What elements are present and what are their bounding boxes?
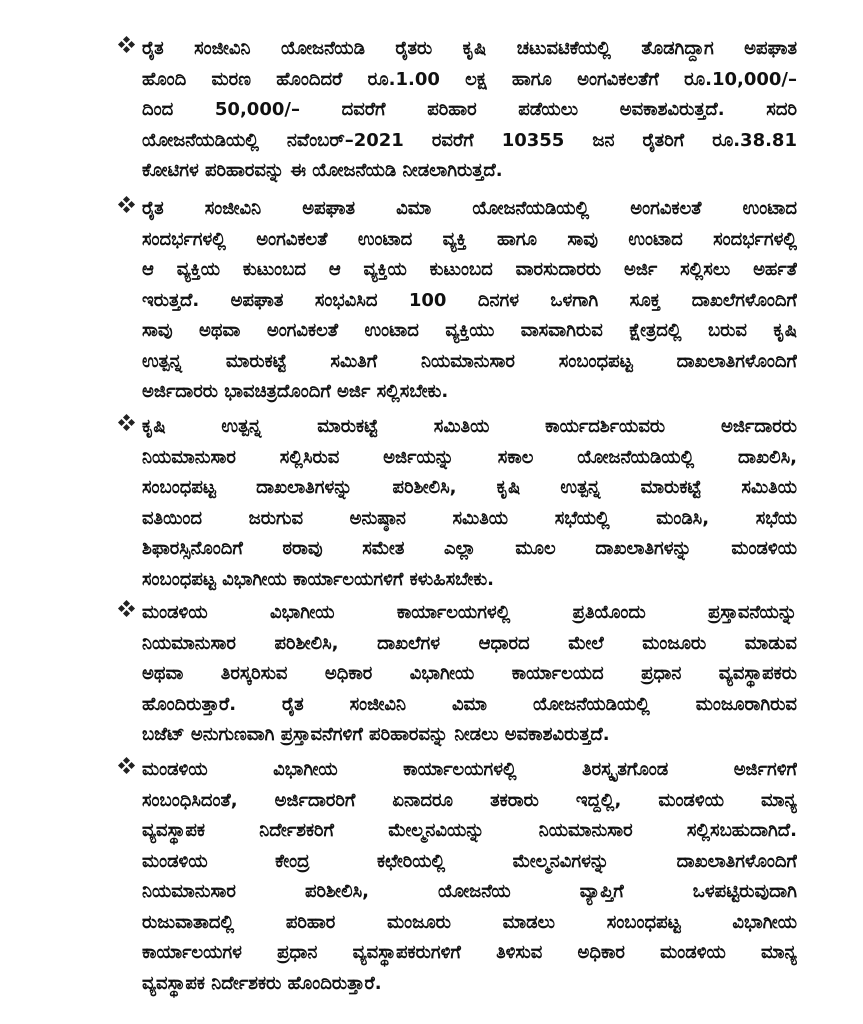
- text-line: ಮಂಡಳಿಯ ವಿಭಾಗೀಯ ಕಾರ್ಯಾಲಯಗಳಲ್ಲಿ ತಿರಸ್ಕೃತಗೊಂಡ ಅರ್ಜಿಗಳಿಗೆ: [142, 759, 797, 780]
- text-line: ದಿಂದ 50,000/– ದವರೆಗೆ ಪರಿಹಾರ ಪಡೆಯಲು ಅವಕಾಶವಿರುತ್ತದೆ. ಸದರಿ: [142, 99, 797, 120]
- text-line: ಕೃಷಿ ಉತ್ಪನ್ನ ಮಾರುಕಟ್ಟೆ ಸಮಿತಿಯ ಕಾರ್ಯದರ್ಶಿಯವರು ಅರ್ಜಿದಾರರು: [142, 416, 797, 437]
- text-line: ಇರುತ್ತದೆ. ಅಪಘಾತ ಸಂಭವಿಸಿದ 100 ದಿನಗಳ ಒಳಗಾಗಿ ಸೂಕ್ತ ದಾಖಲೆಗಳೊಂದಿಗೆ: [142, 289, 797, 311]
- paragraph-3: [118, 412, 798, 595]
- text-line: ಅರ್ಜಿದಾರರು ಭಾವಚಿತ್ರದೊಂದಿಗೆ ಅರ್ಜಿ ಸಲ್ಲಿಸಬೇಕು.: [142, 381, 449, 402]
- text-line: ರೈತ ಸಂಜೀವಿನಿ ಯೋಜನೆಯಡಿ ರೈತರು ಕೃಷಿ ಚಟುವಟಿಕೆಯಲ್ಲಿ ತೊಡಗಿದ್ದಾಗ ಅಪಘಾತ: [142, 38, 797, 59]
- text-line: ರುಜುವಾತಾದಲ್ಲಿ ಪರಿಹಾರ ಮಂಜೂರು ಮಾಡಲು ಸಂಬಂಧಪಟ್ಟ ವಿಭಾಗೀಯ: [142, 911, 797, 933]
- text-line: ನಿಯಮಾನುಸಾರ ಪರಿಶೀಲಿಸಿ, ಯೋಜನೆಯ ವ್ಯಾಪ್ತಿಗೆ ಒಳಪಟ್ಟಿರುವುದಾಗಿ: [142, 881, 797, 902]
- text-line: ಸಾವು ಅಥವಾ ಅಂಗವಿಕಲತೆ ಉಂಟಾದ ವ್ಯಕ್ತಿಯು ವಾಸವಾಗಿರುವ ಕ್ಷೇತ್ರದಲ್ಲಿ ಬರುವ ಕೃಷಿ: [142, 320, 797, 341]
- text-line: ಸಂದರ್ಭಗಳಲ್ಲಿ ಅಂಗವಿಕಲತೆ ಉಂಟಾದ ವ್ಯಕ್ತಿ ಹಾಗೂ ಸಾವು ಉಂಟಾದ ಸಂದರ್ಭಗಳಲ್ಲಿ: [142, 228, 797, 250]
- text-line: ಸಂಬಂಧಿಸಿದಂತೆ, ಅರ್ಜಿದಾರರಿಗೆ ಏನಾದರೂ ತಕರಾರು ಇದ್ದಲ್ಲಿ, ಮಂಡಳಿಯ ಮಾನ್ಯ: [142, 789, 797, 811]
- text-line: ಮಂಡಳಿಯ ವಿಭಾಗೀಯ ಕಾರ್ಯಾಲಯಗಳಲ್ಲಿ ಪ್ರತಿಯೊಂದು ಪ್ರಸ್ತಾವನೆಯನ್ನು: [142, 602, 797, 623]
- bullet-icon: [118, 757, 136, 775]
- text-line: ವ್ಯವಸ್ಥಾಪಕ ನಿರ್ದೇಶಕರು ಹೊಂದಿರುತ್ತಾರೆ.: [142, 972, 382, 994]
- text-line: ರೈತ ಸಂಜೀವಿನಿ ಅಪಘಾತ ವಿಮಾ ಯೋಜನೆಯಡಿಯಲ್ಲಿ ಅಂಗವಿಕಲತೆ ಉಂಟಾದ: [142, 198, 797, 219]
- paragraph-4: [118, 598, 798, 751]
- text-line: ನಿಯಮಾನುಸಾರ ಪರಿಶೀಲಿಸಿ, ದಾಖಲೆಗಳ ಆಧಾರದ ಮೇಲೆ ಮಂಜೂರು ಮಾಡುವ: [142, 632, 797, 654]
- bullet-icon: [118, 196, 136, 214]
- text-line: ಯೋಜನೆಯಡಿಯಲ್ಲಿ ನವೆಂಬರ್–2021 ರವರೆಗೆ 10355 ಜನ ರೈತರಿಗೆ ರೂ.38.81: [142, 129, 797, 151]
- text-line: ಹೊಂದಿ ಮರಣ ಹೊಂದಿದರೆ ರೂ.1.00 ಲಕ್ಷ ಹಾಗೂ ಅಂಗವಿಕಲತೆಗೆ ರೂ.10,000/–: [142, 68, 797, 90]
- text-line: ಅಥವಾ ತಿರಸ್ಕರಿಸುವ ಅಧಿಕಾರ ವಿಭಾಗೀಯ ಕಾರ್ಯಾಲಯದ ಪ್ರಧಾನ ವ್ಯವಸ್ಥಾಪಕರು: [142, 663, 797, 684]
- bullet-icon: [118, 600, 136, 618]
- text-line: ಮಂಡಳಿಯ ಕೇಂದ್ರ ಕಛೇರಿಯಲ್ಲಿ ಮೇಲ್ಮನವಿಗಳನ್ನು ದಾಖಲಾತಿಗಳೊಂದಿಗೆ: [142, 850, 797, 872]
- paragraph-5: [118, 755, 798, 999]
- text-line: ಉತ್ಪನ್ನ ಮಾರುಕಟ್ಟೆ ಸಮಿತಿಗೆ ನಿಯಮಾನುಸಾರ ಸಂಬಂಧಪಟ್ಟ ದಾಖಲಾತಿಗಳೊಂದಿಗೆ: [142, 350, 797, 372]
- text-line: ಸಂಬಂಧಪಟ್ಟ ವಿಭಾಗೀಯ ಕಾರ್ಯಾಲಯಗಳಿಗೆ ಕಳುಹಿಸಬೇಕು.: [142, 568, 495, 590]
- text-line: ವ್ಯವಸ್ಥಾಪಕ ನಿರ್ದೇಶಕರಿಗೆ ಮೇಲ್ಮನವಿಯನ್ನು ನಿಯಮಾನುಸಾರ ಸಲ್ಲಿಸಬಹುದಾಗಿದೆ.: [142, 820, 797, 841]
- bullet-icon: [118, 414, 136, 432]
- text-line: ಸಂಬಂಧಪಟ್ಟ ದಾಖಲಾತಿಗಳನ್ನು ಪರಿಶೀಲಿಸಿ, ಕೃಷಿ ಉತ್ಪನ್ನ ಮಾರುಕಟ್ಟೆ ಸಮಿತಿಯ: [142, 477, 797, 498]
- text-line: ಆ ವ್ಯಕ್ತಿಯ ಕುಟುಂಬದ ಆ ವ್ಯಕ್ತಿಯ ಕುಟುಂಬದ ವಾರಸುದಾರರು ಅರ್ಜಿ ಸಲ್ಲಿಸಲು ಅರ್ಹತೆ: [142, 259, 797, 280]
- paragraph-1: [118, 34, 798, 187]
- paragraph-2: [118, 194, 798, 408]
- text-line: ವತಿಯಿಂದ ಜರುಗುವ ಅನುಷ್ಠಾನ ಸಮಿತಿಯ ಸಭೆಯಲ್ಲಿ ಮಂಡಿಸಿ, ಸಭೆಯ: [142, 507, 797, 529]
- text-line: ಹೊಂದಿರುತ್ತಾರೆ. ರೈತ ಸಂಜೀವಿನಿ ವಿಮಾ ಯೋಜನೆಯಡಿಯಲ್ಲಿ ಮಂಜೂರಾಗಿರುವ: [142, 693, 797, 715]
- bullet-icon: [118, 36, 136, 54]
- text-line: ಕೋಟಿಗಳ ಪರಿಹಾರವನ್ನು ಈ ಯೋಜನೆಯಡಿ ನೀಡಲಾಗಿರುತ್ತದೆ.: [142, 160, 503, 181]
- text-line: ನಿಯಮಾನುಸಾರ ಸಲ್ಲಿಸಿರುವ ಅರ್ಜಿಯನ್ನು ಸಕಾಲ ಯೋಜನೆಯಡಿಯಲ್ಲಿ ದಾಖಲಿಸಿ,: [142, 446, 797, 468]
- text-line: ಶಿಫಾರಸ್ಸಿನೊಂದಿಗೆ ಠರಾವು ಸಮೇತ ಎಲ್ಲಾ ಮೂಲ ದಾಖಲಾತಿಗಳನ್ನು ಮಂಡಳಿಯ: [142, 538, 797, 559]
- text-line: ಕಾರ್ಯಾಲಯಗಳ ಪ್ರಧಾನ ವ್ಯವಸ್ಥಾಪಕರುಗಳಿಗೆ ತಿಳಿಸುವ ಅಧಿಕಾರ ಮಂಡಳಿಯ ಮಾನ್ಯ: [142, 942, 797, 963]
- text-line: ಬಜೆಟ್ ಅನುಗುಣವಾಗಿ ಪ್ರಸ್ತಾವನೆಗಳಿಗೆ ಪರಿಹಾರವನ್ನು ನೀಡಲು ಅವಕಾಶವಿರುತ್ತದೆ.: [142, 724, 610, 745]
